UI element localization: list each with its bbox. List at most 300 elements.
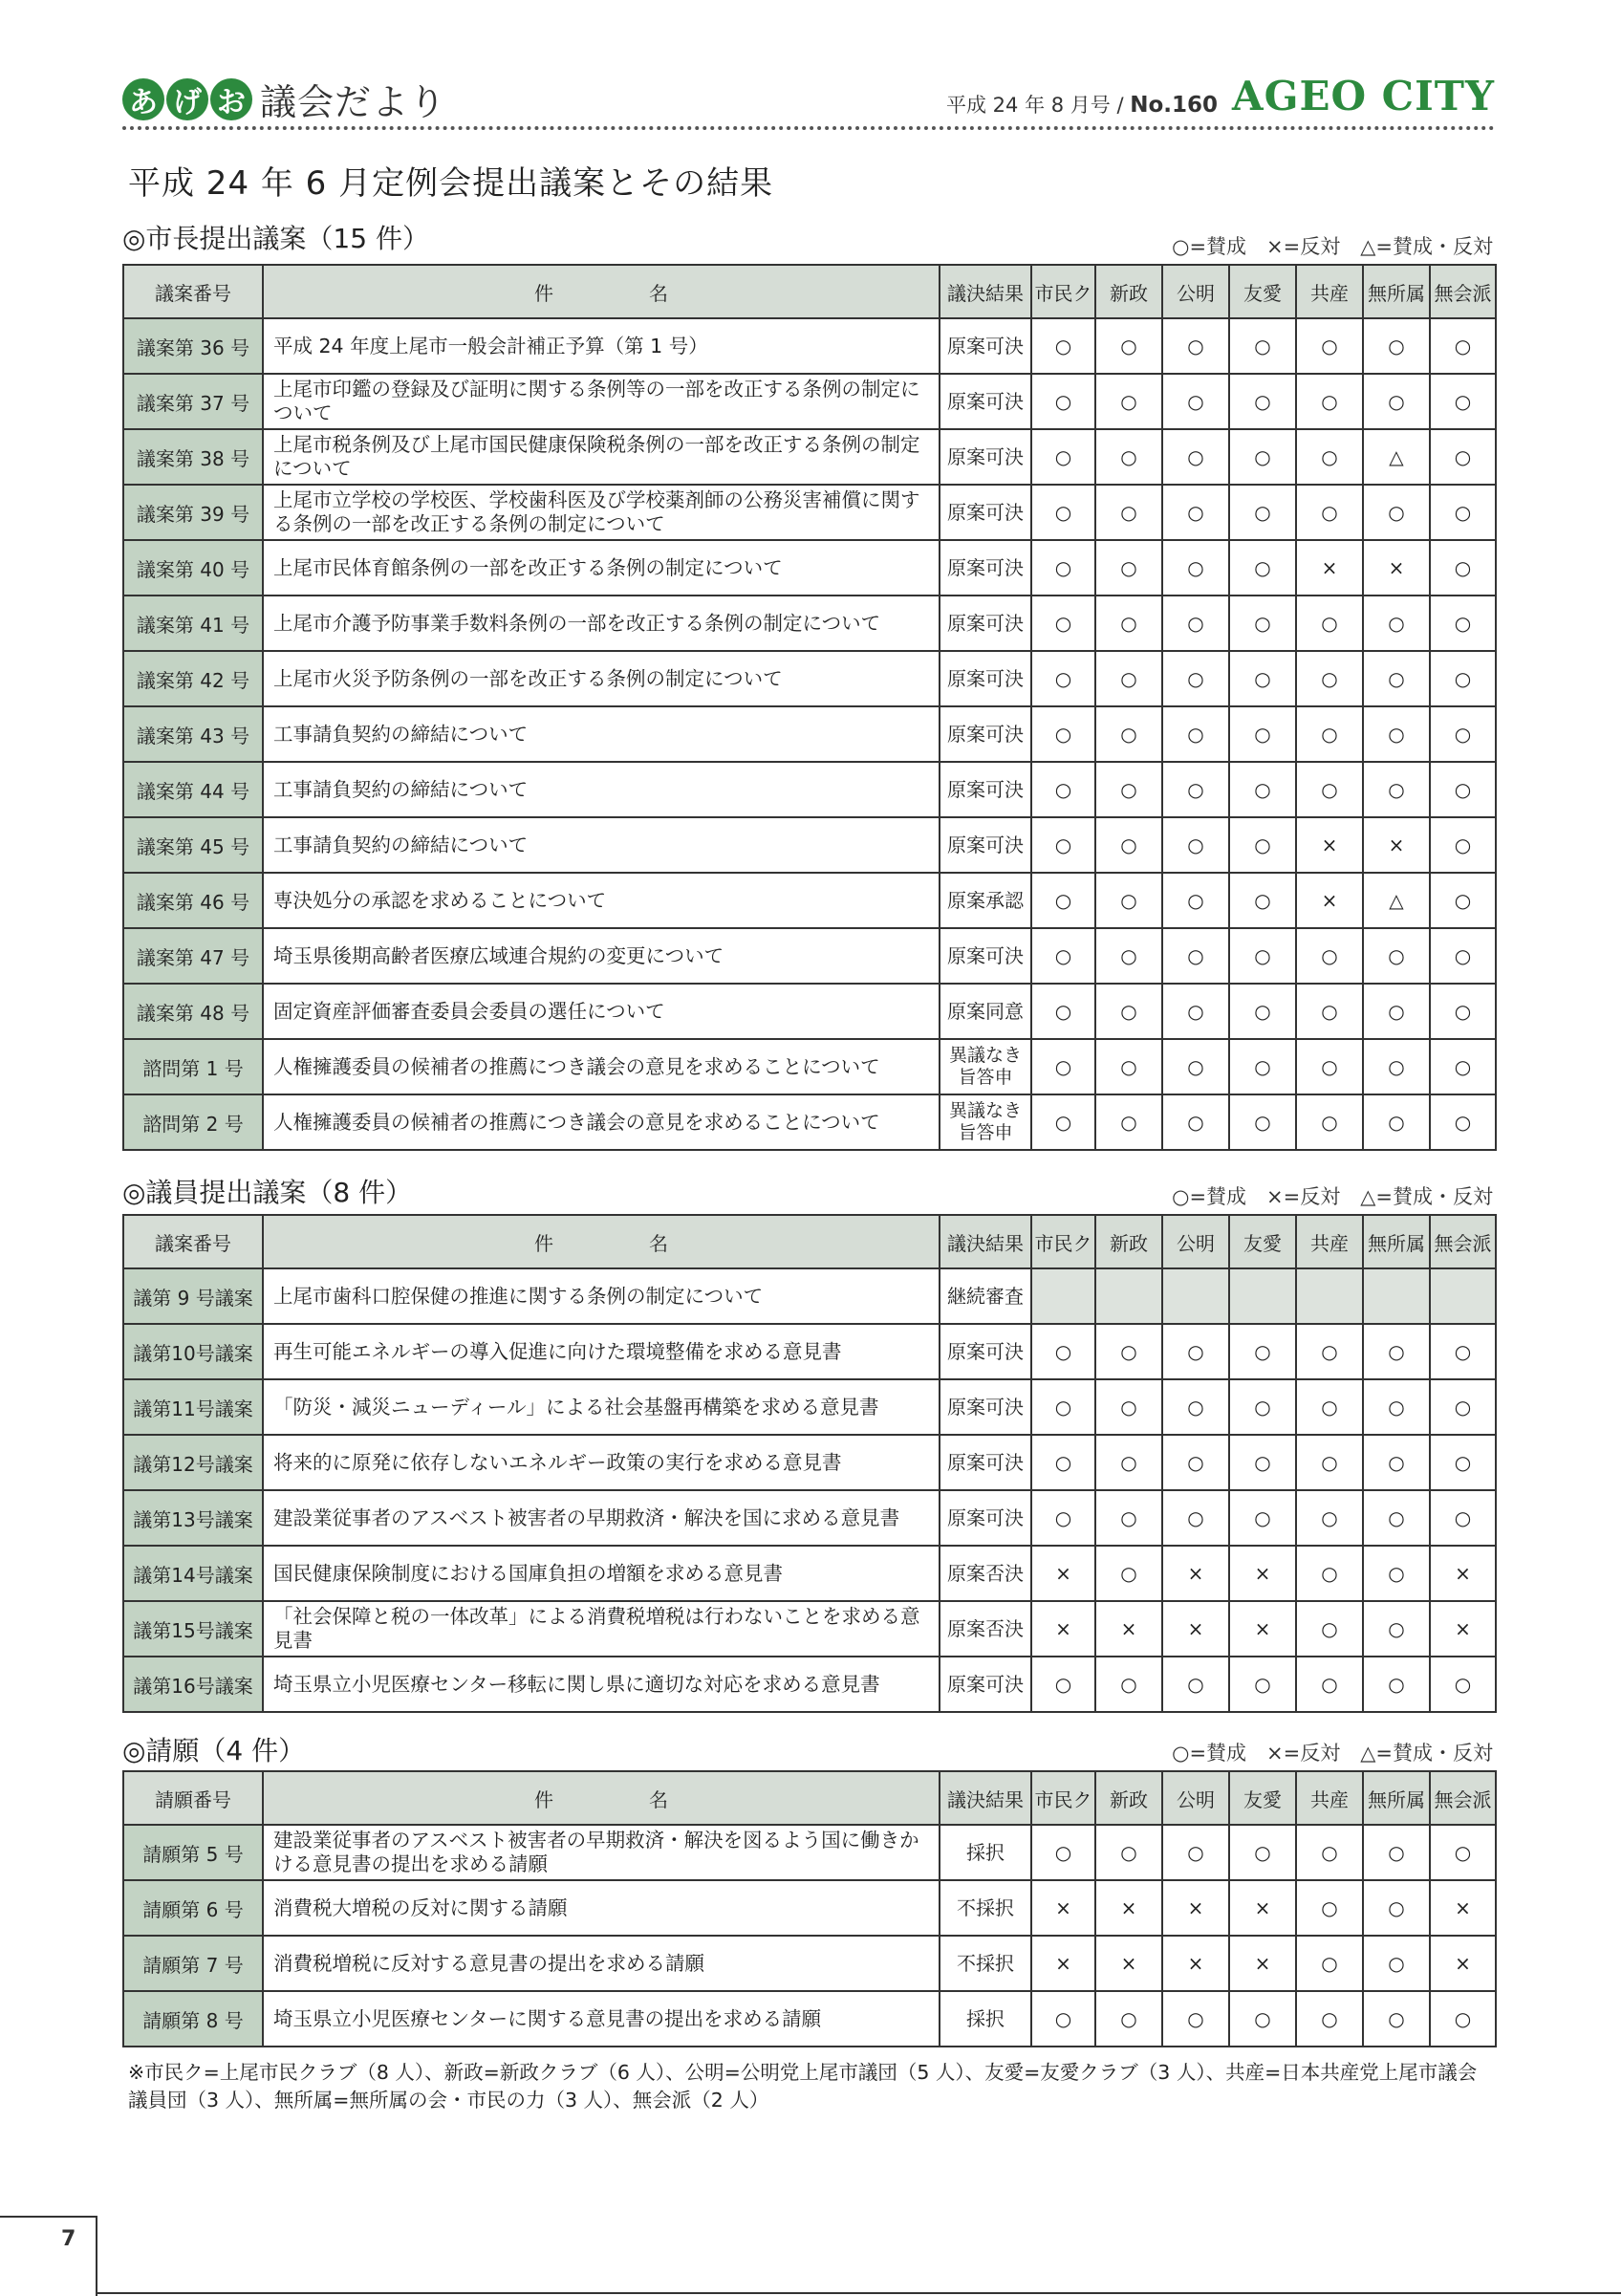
section-title: ◎市長提出議案（15 件） (122, 223, 429, 254)
table-row (123, 1094, 1496, 1150)
vote-mark: ○ (1296, 1435, 1363, 1490)
vote-mark: ○ (1430, 928, 1496, 984)
party-column-header: 公明 (1162, 265, 1229, 318)
bill-number: 請願第 8 号 (123, 1991, 263, 2047)
vote-mark: ○ (1229, 984, 1296, 1039)
vote-mark: ○ (1031, 1324, 1095, 1379)
table-row (123, 651, 1496, 706)
bill-result: 原案可決 (940, 429, 1031, 485)
vote-mark: ○ (1229, 706, 1296, 762)
table-row (123, 1546, 1496, 1601)
vote-mark (1162, 1268, 1229, 1324)
vote-legend: ○=賛成 ×=反対 △=賛成・反対 (1172, 1742, 1493, 1765)
bill-name: 人権擁護委員の候補者の推薦につき議会の意見を求めることについて (263, 1039, 940, 1094)
vote-mark: × (1095, 1880, 1162, 1936)
issue-number: No.160 (1130, 93, 1219, 118)
table-row (123, 1657, 1496, 1712)
vote-mark: ○ (1296, 318, 1363, 374)
table-row (123, 429, 1496, 485)
number-column-header: 請願番号 (123, 1771, 263, 1825)
vote-mark: ○ (1430, 706, 1496, 762)
bill-name: 工事請負契約の締結について (263, 762, 940, 817)
vote-mark: ○ (1229, 1991, 1296, 2047)
vote-mark: ○ (1229, 873, 1296, 928)
table-row (123, 928, 1496, 984)
vote-mark: ○ (1296, 429, 1363, 485)
vote-mark: ○ (1296, 1825, 1363, 1880)
vote-mark: × (1229, 1601, 1296, 1657)
table-row (123, 873, 1496, 928)
vote-mark: ○ (1095, 1657, 1162, 1712)
vote-mark: ○ (1162, 928, 1229, 984)
vote-mark: ○ (1430, 817, 1496, 873)
city-name: AGEO CITY (1232, 73, 1495, 119)
vote-mark: ○ (1162, 651, 1229, 706)
vote-mark: ○ (1095, 1324, 1162, 1379)
bill-result: 原案可決 (940, 706, 1031, 762)
vote-mark: ○ (1430, 596, 1496, 651)
bill-result: 異議なき旨答申 (940, 1094, 1031, 1150)
vote-mark: ○ (1363, 1546, 1430, 1601)
table-row (123, 596, 1496, 651)
bill-number: 議第15号議案 (123, 1601, 263, 1657)
vote-mark: × (1229, 1936, 1296, 1991)
page-header (122, 73, 1495, 126)
vote-mark: ○ (1095, 706, 1162, 762)
bill-number: 議第11号議案 (123, 1379, 263, 1435)
vote-mark (1363, 1268, 1430, 1324)
table-row (123, 1435, 1496, 1490)
vote-mark: ○ (1363, 1435, 1430, 1490)
bill-number: 議第14号議案 (123, 1546, 263, 1601)
vote-mark: ○ (1095, 596, 1162, 651)
bill-number: 請願第 6 号 (123, 1880, 263, 1936)
party-column-header: 市民ク (1031, 1215, 1095, 1268)
bill-name: 将来的に原発に依存しないエネルギー政策の実行を求める意見書 (263, 1435, 940, 1490)
vote-mark: ○ (1162, 1379, 1229, 1435)
vote-mark: ○ (1296, 651, 1363, 706)
result-column-header: 議決結果 (940, 265, 1031, 318)
vote-mark: ○ (1430, 1435, 1496, 1490)
vote-mark: △ (1363, 429, 1430, 485)
name-column-header: 件 名 (263, 1215, 940, 1268)
page-number: 7 (61, 2227, 76, 2251)
bill-result: 原案可決 (940, 1657, 1031, 1712)
bill-result: 原案可決 (940, 1379, 1031, 1435)
header-row (123, 1771, 1496, 1825)
vote-mark: ○ (1430, 1825, 1496, 1880)
bill-number: 請願第 5 号 (123, 1825, 263, 1880)
bill-number: 議案第 48 号 (123, 984, 263, 1039)
party-column-header: 公明 (1162, 1771, 1229, 1825)
vote-mark (1095, 1268, 1162, 1324)
bill-name: 「社会保障と税の一体改革」による消費税増税は行わないことを求める意見書 (263, 1601, 940, 1657)
vote-mark: ○ (1363, 1490, 1430, 1546)
vote-mark: × (1095, 1936, 1162, 1991)
party-column-header: 共産 (1296, 1771, 1363, 1825)
bill-name: 上尾市税条例及び上尾市国民健康保険税条例の一部を改正する条例の制定について (263, 429, 940, 485)
vote-mark: × (1162, 1880, 1229, 1936)
newsletter-logo (122, 73, 446, 125)
vote-mark: ○ (1031, 485, 1095, 540)
vote-mark: ○ (1296, 1546, 1363, 1601)
vote-mark: ○ (1095, 1379, 1162, 1435)
vote-mark: ○ (1162, 984, 1229, 1039)
page-title: 平成 24 年 6 月定例会提出議案とその結果 (128, 164, 774, 203)
vote-mark: ○ (1162, 485, 1229, 540)
vote-mark: ○ (1229, 374, 1296, 429)
vote-mark: ○ (1363, 984, 1430, 1039)
vote-mark: ○ (1363, 1825, 1430, 1880)
bill-result: 不採択 (940, 1880, 1031, 1936)
vote-mark (1430, 1268, 1496, 1324)
vote-mark: × (1430, 1936, 1496, 1991)
vote-mark: ○ (1430, 485, 1496, 540)
vote-mark: ○ (1363, 762, 1430, 817)
member-proposals-table (122, 1214, 1497, 1713)
bill-result: 原案可決 (940, 318, 1031, 374)
vote-mark: ○ (1296, 1379, 1363, 1435)
vote-legend: ○=賛成 ×=反対 △=賛成・反対 (1172, 235, 1493, 258)
vote-mark: × (1031, 1546, 1095, 1601)
vote-mark: ○ (1162, 706, 1229, 762)
bill-name: 人権擁護委員の候補者の推薦につき議会の意見を求めることについて (263, 1094, 940, 1150)
table-row (123, 1268, 1496, 1324)
party-column-header: 市民ク (1031, 1771, 1095, 1825)
bill-result: 継続審査 (940, 1268, 1031, 1324)
bill-result: 不採択 (940, 1936, 1031, 1991)
bill-result: 原案可決 (940, 762, 1031, 817)
vote-mark: × (1430, 1880, 1496, 1936)
bill-name: 上尾市火災予防条例の一部を改正する条例の制定について (263, 651, 940, 706)
bill-number: 議案第 45 号 (123, 817, 263, 873)
vote-mark: ○ (1363, 1039, 1430, 1094)
vote-mark: ○ (1296, 706, 1363, 762)
bill-name: 埼玉県立小児医療センター移転に関し県に適切な対応を求める意見書 (263, 1657, 940, 1712)
vote-mark: ○ (1229, 318, 1296, 374)
vote-mark: ○ (1162, 1657, 1229, 1712)
bill-number: 議第13号議案 (123, 1490, 263, 1546)
result-column-header: 議決結果 (940, 1215, 1031, 1268)
vote-mark (1031, 1268, 1095, 1324)
bill-name: 消費税増税に反対する意見書の提出を求める請願 (263, 1936, 940, 1991)
vote-mark: ○ (1162, 1039, 1229, 1094)
party-column-header: 新政 (1095, 1771, 1162, 1825)
header-divider (122, 126, 1495, 130)
number-column-header: 議案番号 (123, 1215, 263, 1268)
vote-mark: ○ (1162, 540, 1229, 596)
bill-name: 工事請負契約の締結について (263, 706, 940, 762)
bill-name: 専決処分の承認を求めることについて (263, 873, 940, 928)
vote-mark: ○ (1162, 1991, 1229, 2047)
vote-mark: ○ (1095, 984, 1162, 1039)
vote-mark: × (1296, 873, 1363, 928)
table-row (123, 1324, 1496, 1379)
party-column-header: 無会派 (1430, 1771, 1496, 1825)
section-title: ◎請願（4 件） (122, 1735, 306, 1766)
vote-mark: ○ (1031, 374, 1095, 429)
vote-mark: ○ (1162, 1324, 1229, 1379)
name-column-header: 件 名 (263, 265, 940, 318)
vote-mark: × (1430, 1601, 1496, 1657)
bill-name: 上尾市立学校の学校医、学校歯科医及び学校薬剤師の公務災害補償に関する条例の一部を改正する条例の制定について (263, 485, 940, 540)
vote-mark: ○ (1296, 596, 1363, 651)
table-row (123, 1936, 1496, 1991)
vote-mark: ○ (1430, 1379, 1496, 1435)
vote-mark: ○ (1229, 485, 1296, 540)
mayor-proposals-table (122, 264, 1497, 1151)
bill-result: 原案可決 (940, 1324, 1031, 1379)
vote-mark: ○ (1363, 1657, 1430, 1712)
vote-mark: × (1229, 1546, 1296, 1601)
vote-mark: ○ (1363, 1601, 1430, 1657)
vote-mark: ○ (1095, 762, 1162, 817)
party-column-header: 無所属 (1363, 265, 1430, 318)
bill-result: 原案可決 (940, 540, 1031, 596)
bill-number: 議第16号議案 (123, 1657, 263, 1712)
table-row (123, 1880, 1496, 1936)
table-row (123, 1825, 1496, 1880)
bill-name: 埼玉県立小児医療センターに関する意見書の提出を求める請願 (263, 1991, 940, 2047)
bill-result: 原案否決 (940, 1601, 1031, 1657)
vote-mark: ○ (1229, 1435, 1296, 1490)
vote-mark: ○ (1031, 1490, 1095, 1546)
bill-number: 議案第 42 号 (123, 651, 263, 706)
bill-result: 原案可決 (940, 374, 1031, 429)
bill-number: 議案第 39 号 (123, 485, 263, 540)
vote-mark: ○ (1430, 318, 1496, 374)
vote-mark: × (1296, 817, 1363, 873)
vote-mark: ○ (1095, 1490, 1162, 1546)
vote-mark: ○ (1095, 1094, 1162, 1150)
vote-mark: ○ (1430, 1657, 1496, 1712)
vote-mark: ○ (1095, 485, 1162, 540)
vote-mark: ○ (1296, 984, 1363, 1039)
bill-result: 原案同意 (940, 984, 1031, 1039)
vote-mark: ○ (1031, 928, 1095, 984)
vote-mark: ○ (1031, 984, 1095, 1039)
vote-mark: ○ (1031, 1379, 1095, 1435)
vote-mark: ○ (1095, 873, 1162, 928)
vote-mark: ○ (1162, 873, 1229, 928)
bill-result: 原案可決 (940, 817, 1031, 873)
bill-result: 原案可決 (940, 485, 1031, 540)
bill-result: 原案承認 (940, 873, 1031, 928)
bill-name: 工事請負契約の締結について (263, 817, 940, 873)
vote-mark: ○ (1296, 1324, 1363, 1379)
vote-mark: ○ (1095, 1546, 1162, 1601)
bill-name: 埼玉県後期高齢者医療広域連合規約の変更について (263, 928, 940, 984)
vote-mark: ○ (1363, 318, 1430, 374)
vote-mark: ○ (1162, 1435, 1229, 1490)
vote-mark: ○ (1031, 540, 1095, 596)
vote-mark: ○ (1162, 817, 1229, 873)
vote-mark: ○ (1095, 1825, 1162, 1880)
vote-mark: ○ (1363, 374, 1430, 429)
vote-mark: ○ (1430, 374, 1496, 429)
table-row (123, 817, 1496, 873)
table-row (123, 762, 1496, 817)
vote-mark: ○ (1229, 1324, 1296, 1379)
bill-result: 原案可決 (940, 596, 1031, 651)
vote-mark: × (1162, 1601, 1229, 1657)
bill-name: 平成 24 年度上尾市一般会計補正予算（第 1 号） (263, 318, 940, 374)
table-row (123, 1379, 1496, 1435)
vote-mark: ○ (1363, 1324, 1430, 1379)
table-row (123, 706, 1496, 762)
vote-mark: ○ (1031, 651, 1095, 706)
result-column-header: 議決結果 (940, 1771, 1031, 1825)
vote-mark: ○ (1162, 1825, 1229, 1880)
bill-number: 議案第 36 号 (123, 318, 263, 374)
party-column-header: 無会派 (1430, 265, 1496, 318)
vote-mark: ○ (1296, 485, 1363, 540)
vote-mark: × (1162, 1936, 1229, 1991)
vote-mark: ○ (1162, 596, 1229, 651)
bill-number: 議案第 37 号 (123, 374, 263, 429)
vote-mark: ○ (1363, 928, 1430, 984)
logo-char: あ (122, 78, 164, 120)
vote-mark: × (1031, 1601, 1095, 1657)
vote-mark: ○ (1296, 1490, 1363, 1546)
vote-mark: ○ (1229, 1657, 1296, 1712)
vote-mark: ○ (1363, 1379, 1430, 1435)
vote-mark: ○ (1430, 1094, 1496, 1150)
bill-number: 議案第 47 号 (123, 928, 263, 984)
bill-number: 議案第 44 号 (123, 762, 263, 817)
vote-mark: ○ (1162, 318, 1229, 374)
party-column-header: 無所属 (1363, 1215, 1430, 1268)
vote-mark: ○ (1162, 429, 1229, 485)
vote-mark: ○ (1430, 984, 1496, 1039)
vote-mark: ○ (1031, 596, 1095, 651)
vote-mark: ○ (1162, 1490, 1229, 1546)
bill-result: 原案可決 (940, 651, 1031, 706)
vote-mark: ○ (1430, 429, 1496, 485)
vote-mark: ○ (1430, 540, 1496, 596)
vote-mark: ○ (1296, 762, 1363, 817)
bill-number: 議案第 38 号 (123, 429, 263, 485)
vote-mark: ○ (1363, 1880, 1430, 1936)
vote-mark: ○ (1229, 1379, 1296, 1435)
vote-mark: ○ (1296, 1936, 1363, 1991)
vote-mark: ○ (1229, 817, 1296, 873)
vote-mark: ○ (1229, 928, 1296, 984)
vote-mark: ○ (1296, 1094, 1363, 1150)
vote-mark: ○ (1363, 596, 1430, 651)
bill-name: 上尾市印鑑の登録及び証明に関する条例等の一部を改正する条例の制定について (263, 374, 940, 429)
bill-name: 国民健康保険制度における国庫負担の増額を求める意見書 (263, 1546, 940, 1601)
vote-mark: ○ (1296, 928, 1363, 984)
vote-mark: ○ (1296, 1601, 1363, 1657)
vote-mark: ○ (1095, 374, 1162, 429)
table-row (123, 984, 1496, 1039)
vote-mark: ○ (1229, 762, 1296, 817)
table-row (123, 374, 1496, 429)
bill-number: 議案第 41 号 (123, 596, 263, 651)
bill-result: 採択 (940, 1825, 1031, 1880)
party-column-header: 友愛 (1229, 1215, 1296, 1268)
party-column-header: 無所属 (1363, 1771, 1430, 1825)
vote-mark: ○ (1430, 1039, 1496, 1094)
bill-name: 上尾市介護予防事業手数料条例の一部を改正する条例の制定について (263, 596, 940, 651)
logo-char: お (210, 78, 252, 120)
vote-mark: ○ (1363, 485, 1430, 540)
logo-char: げ (166, 78, 208, 120)
number-column-header: 議案番号 (123, 265, 263, 318)
party-column-header: 友愛 (1229, 1771, 1296, 1825)
vote-mark: ○ (1229, 429, 1296, 485)
vote-mark: ○ (1031, 1825, 1095, 1880)
bill-number: 議第12号議案 (123, 1435, 263, 1490)
bill-number: 議案第 40 号 (123, 540, 263, 596)
vote-mark: ○ (1031, 1435, 1095, 1490)
table-row (123, 540, 1496, 596)
party-column-header: 公明 (1162, 1215, 1229, 1268)
header-row (123, 1215, 1496, 1268)
bill-name: 再生可能エネルギーの導入促進に向けた環境整備を求める意見書 (263, 1324, 940, 1379)
vote-mark: ○ (1031, 1991, 1095, 2047)
vote-mark: ○ (1229, 651, 1296, 706)
bill-name: 固定資産評価審査委員会委員の選任について (263, 984, 940, 1039)
bill-result: 原案可決 (940, 1490, 1031, 1546)
vote-mark: × (1296, 540, 1363, 596)
bill-number: 議第 9 号議案 (123, 1268, 263, 1324)
header-row (123, 265, 1496, 318)
bill-number: 議第10号議案 (123, 1324, 263, 1379)
vote-mark: ○ (1031, 762, 1095, 817)
vote-mark: ○ (1162, 374, 1229, 429)
vote-mark: ○ (1095, 1991, 1162, 2047)
vote-mark: ○ (1095, 928, 1162, 984)
bill-result: 異議なき旨答申 (940, 1039, 1031, 1094)
vote-mark: ○ (1229, 1094, 1296, 1150)
vote-mark: ○ (1031, 429, 1095, 485)
table-row (123, 1490, 1496, 1546)
bill-name: 「防災・減災ニューディール」による社会基盤再構築を求める意見書 (263, 1379, 940, 1435)
party-column-header: 市民ク (1031, 265, 1095, 318)
bill-name: 上尾市民体育館条例の一部を改正する条例の制定について (263, 540, 940, 596)
vote-mark: ○ (1430, 1490, 1496, 1546)
vote-mark: ○ (1363, 1936, 1430, 1991)
bill-result: 採択 (940, 1991, 1031, 2047)
vote-mark: ○ (1229, 1825, 1296, 1880)
table-row (123, 1991, 1496, 2047)
party-column-header: 共産 (1296, 265, 1363, 318)
vote-mark: ○ (1229, 596, 1296, 651)
party-column-header: 共産 (1296, 1215, 1363, 1268)
bill-number: 議案第 46 号 (123, 873, 263, 928)
vote-mark: × (1031, 1880, 1095, 1936)
bill-result: 原案否決 (940, 1546, 1031, 1601)
vote-mark: ○ (1430, 762, 1496, 817)
vote-mark: ○ (1031, 706, 1095, 762)
vote-mark: ○ (1095, 1435, 1162, 1490)
table-row (123, 318, 1496, 374)
vote-mark: ○ (1296, 374, 1363, 429)
vote-mark: ○ (1095, 1039, 1162, 1094)
vote-mark: ○ (1363, 651, 1430, 706)
bill-number: 諮問第 1 号 (123, 1039, 263, 1094)
vote-mark: ○ (1296, 1039, 1363, 1094)
table-row (123, 1601, 1496, 1657)
vote-mark: ○ (1430, 651, 1496, 706)
vote-mark: × (1229, 1880, 1296, 1936)
bill-name: 建設業従事者のアスベスト被害者の早期救済・解決を図るよう国に働きかける意見書の提出を求める請願 (263, 1825, 940, 1880)
petitions-table (122, 1770, 1497, 2047)
vote-mark: ○ (1296, 1991, 1363, 2047)
vote-mark: × (1363, 817, 1430, 873)
